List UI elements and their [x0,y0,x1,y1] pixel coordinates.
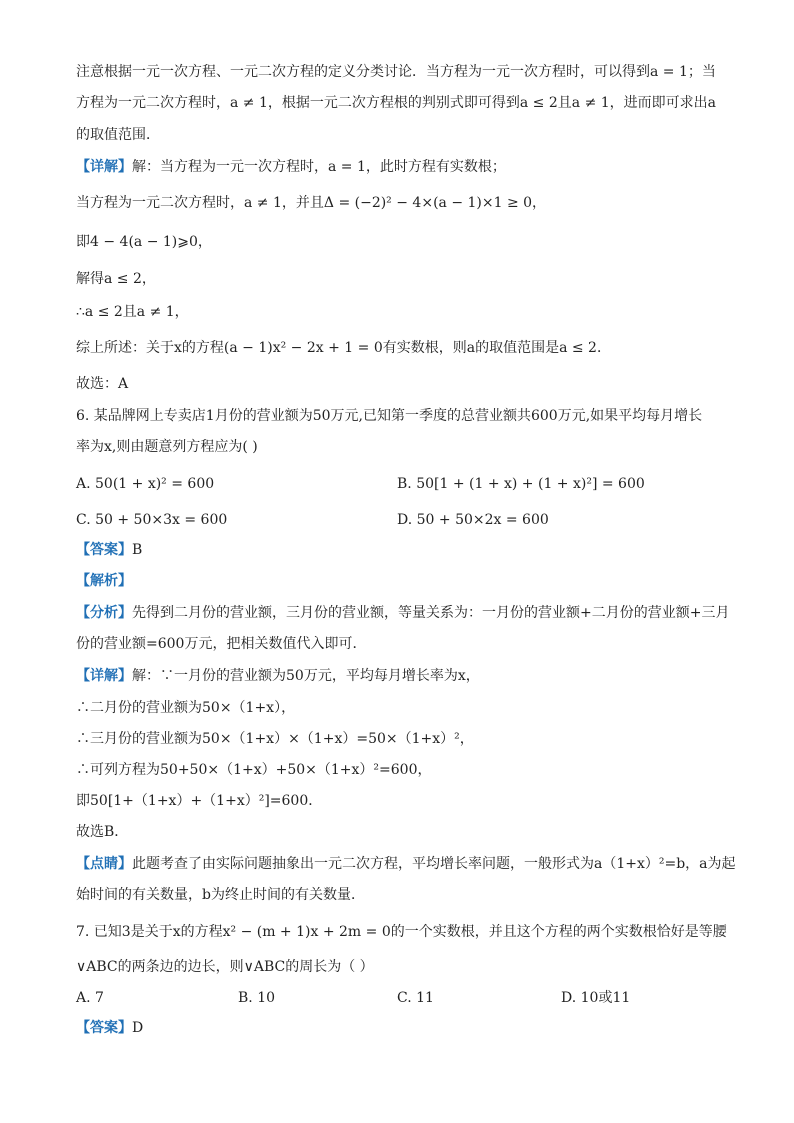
q6-stem-2: 率为x,则由题意列方程应为( ) [76,439,258,455]
q6-dianjing-line-2: 始时间的有关数量，b为终止时间的有关数量． [76,887,365,903]
q6-detail-line-1 [76,666,720,688]
q6-fenxi-line-1 [76,603,730,625]
detail-tag: 【详解】 [76,668,132,684]
answer-tag: 【答案】 [76,1020,132,1036]
q6-option-b: B. 50[1 + (1 + x) + (1 + x)²] = 600 [397,476,645,492]
q6-detail-line-5: 即50[1+（1+x）+（1+x）²]=600． [76,793,323,809]
q6-answer-line [76,540,720,562]
q7-option-a: A. 7 [76,990,104,1006]
answer-value: B [132,542,143,558]
analysis-line-1: 注意根据一元一次方程、一元二次方程的定义分类讨论．当方程为一元一次方程时，可以得到a = 1；当 [76,64,716,80]
q6-option-a: A. 50(1 + x)² = 600 [76,476,215,492]
detail-line-3: 即4 − 4(a − 1)⩾0， [76,234,212,250]
q6-option-c: C. 50 + 50×3x = 600 [76,512,228,528]
detail-line-1 [76,157,720,179]
q6-jiexi-line [76,571,720,593]
q6-choice-line: 故选B． [76,824,129,840]
q6-stem-1: 6. 某品牌网上专卖店1月份的营业额为50万元,已知第一季度的总营业额共600万元,如果平均每月增长 [76,408,703,424]
detail-line-5: ∴a ≤ 2且a ≠ 1， [76,304,189,320]
q6-detail-line-4: ∴可列方程为50+50×（1+x）+50×（1+x）²=600， [76,762,432,778]
detail-text: 解：∵一月份的营业额为50万元，平均每月增长率为x， [132,668,480,684]
jiexi-tag: 【解析】 [76,573,132,589]
answer-value: D [132,1020,144,1036]
q7-stem-1: 7. 已知3是关于x的方程x² − (m + 1)x + 2m = 0的一个实数根，并且这个方程的两个实数根恰好是等腰 [76,924,727,940]
q6-dianjing-line-1 [76,854,736,876]
detail-tag: 【详解】 [76,159,132,175]
fenxi-text: 先得到二月份的营业额，三月份的营业额，等量关系为：一月份的营业额+二月份的营业额+三月 [132,605,730,621]
q6-detail-line-3: ∴三月份的营业额为50×（1+x）×（1+x）=50×（1+x）²， [76,731,474,747]
q7-stem-2: ∨ABC的两条边的边长，则∨ABC的周长为（ ） [76,959,374,975]
q6-option-d: D. 50 + 50×2x = 600 [397,512,549,528]
fenxi-tag: 【分析】 [76,605,132,621]
analysis-line-2: 方程为一元二次方程时，a ≠ 1，根据一元二次方程根的判别式即可得到a ≤ 2且a ≠ 1，进而即可求出a [76,95,716,111]
answer-tag: 【答案】 [76,542,132,558]
choice-line: 故选：A [76,376,129,392]
q6-fenxi-line-2: 份的营业额=600万元，把相关数值代入即可． [76,636,367,652]
detail-line-4: 解得a ≤ 2， [76,271,156,287]
dianjing-tag: 【点睛】 [76,856,132,872]
dianjing-text: 此题考查了由实际问题抽象出一元二次方程，平均增长率问题，一般形式为a（1+x）²=b，a为起 [132,856,736,872]
detail-line-6: 综上所述：关于x的方程(a − 1)x² − 2x + 1 = 0有实数根，则a的取值范围是a ≤ 2． [76,340,611,356]
q7-answer-line [76,1018,720,1040]
detail-line-2: 当方程为一元二次方程时，a ≠ 1，并且Δ = (−2)² − 4×(a − 1)×1 ≥ 0， [76,195,547,211]
detail-text: 解：当方程为一元一次方程时，a = 1，此时方程有实数根； [132,159,506,175]
q7-option-c: C. 11 [397,990,434,1006]
q7-option-d: D. 10或11 [561,990,631,1006]
q6-detail-line-2: ∴二月份的营业额为50×（1+x）， [76,700,296,716]
q7-option-b: B. 10 [238,990,276,1006]
analysis-line-3: 的取值范围． [76,127,160,143]
